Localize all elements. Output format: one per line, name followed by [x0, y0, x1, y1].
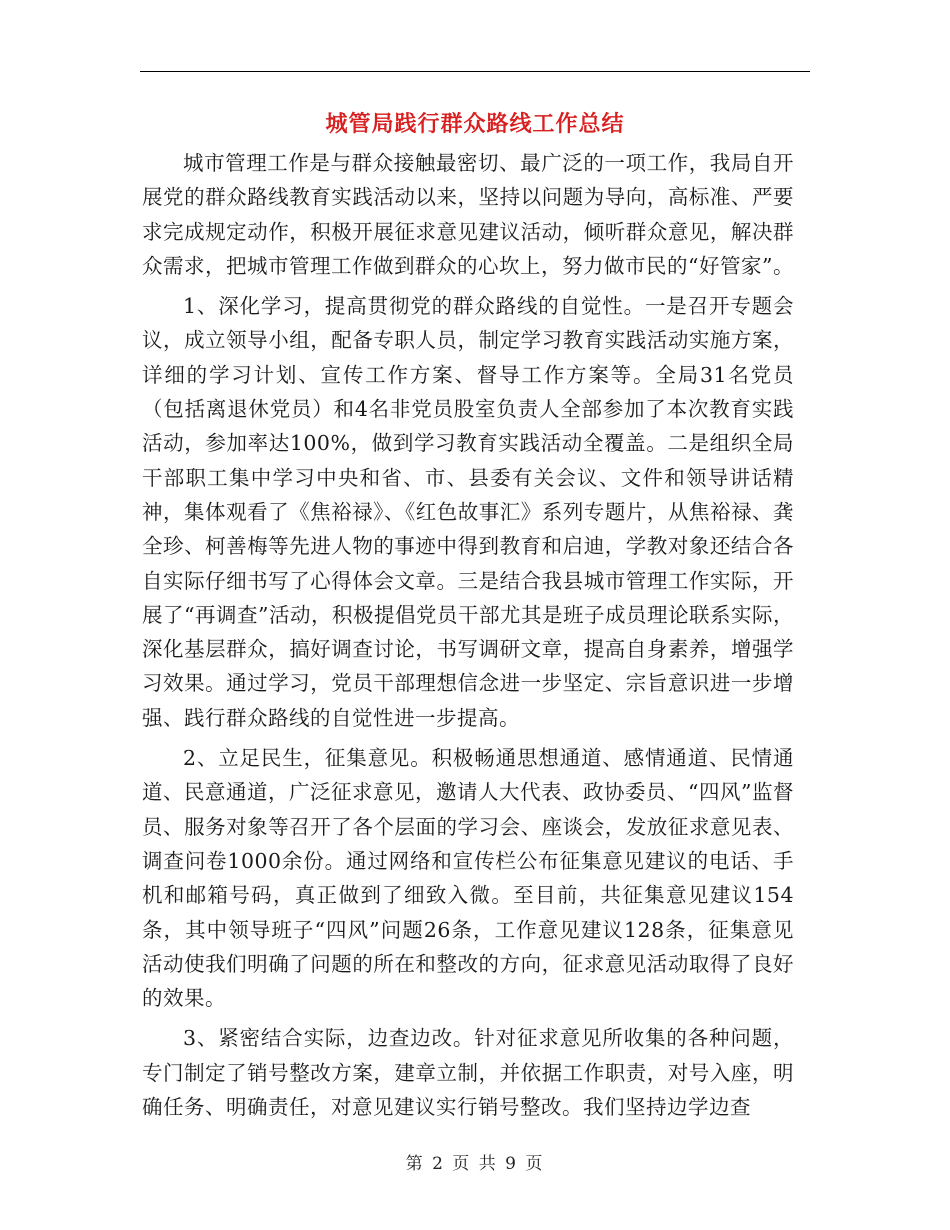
- paragraph-section-1: 1、深化学习，提高贯彻党的群众路线的自觉性。一是召开专题会议，成立领导小组，配备专职人员，制定学习教育实践活动实施方案，详细的学习计划、宣传工作方案、督导工作方案等。全局31名党员（包括离退休党员）和4名非党员股室负责人全部参加了本次教育实践活动，参加率达100%，做到学习教育实践活动全覆盖。二是组织全局干部职工集中学习中央和省、市、县委有关会议、文件和领导讲话精神，集体观看了《焦裕禄》、《红色故事汇》系列专题片，从焦裕禄、龚全珍、柯善梅等先进人物的事迹中得到教育和启迪，学教对象还结合各自实际仔细书写了心得体会文章。三是结合我县城市管理工作实际，开展了“再调查”活动，积极提倡党员干部尤其是班子成员理论联系实际，深化基层群众，搞好调查讨论，书写调研文章，提高自身素养，增强学习效果。通过学习，党员干部理想信念进一步坚定、宗旨意识进一步增强、践行群众路线的自觉性进一步提高。: [142, 294, 794, 730]
- paragraph-intro: 城市管理工作是与群众接触最密切、最广泛的一项工作，我局自开展党的群众路线教育实践活动以来，坚持以问题为导向，高标准、严要求完成规定动作，积极开展征求意见建议活动，倾听群众意见，解决群众需求，把城市管理工作做到群众的心坎上，努力做市民的“好管家”。: [142, 151, 794, 278]
- document-body: [142, 146, 794, 1124]
- header-rule: [140, 71, 810, 72]
- paragraph-section-3: 3、紧密结合实际，边查边改。针对征求意见所收集的各种问题，专门制定了销号整改方案，建章立制，并依据工作职责，对号入座，明确任务、明确责任，对意见建议实行销号整改。我们坚持边学边查: [142, 1026, 794, 1120]
- document-title: 城管局践行群众路线工作总结: [325, 112, 625, 137]
- page-number-footer: 第 2 页 共 9 页: [405, 1154, 545, 1174]
- paragraph-section-2: 2、立足民生，征集意见。积极畅通思想通道、感情通道、民情通道、民意通道，广泛征求意见，邀请人大代表、政协委员、“四风”监督员、服务对象等召开了各个层面的学习会、座谈会，发放征求意见表、调查问卷1000余份。通过网络和宣传栏公布征集意见建议的电话、手机和邮箱号码，真正做到了细致入微。至目前，共征集意见建议154条，其中领导班子“四风”问题26条，工作意见建议128条，征集意见活动使我们明确了问题的所在和整改的方向，征求意见活动取得了良好的效果。: [142, 746, 794, 1011]
